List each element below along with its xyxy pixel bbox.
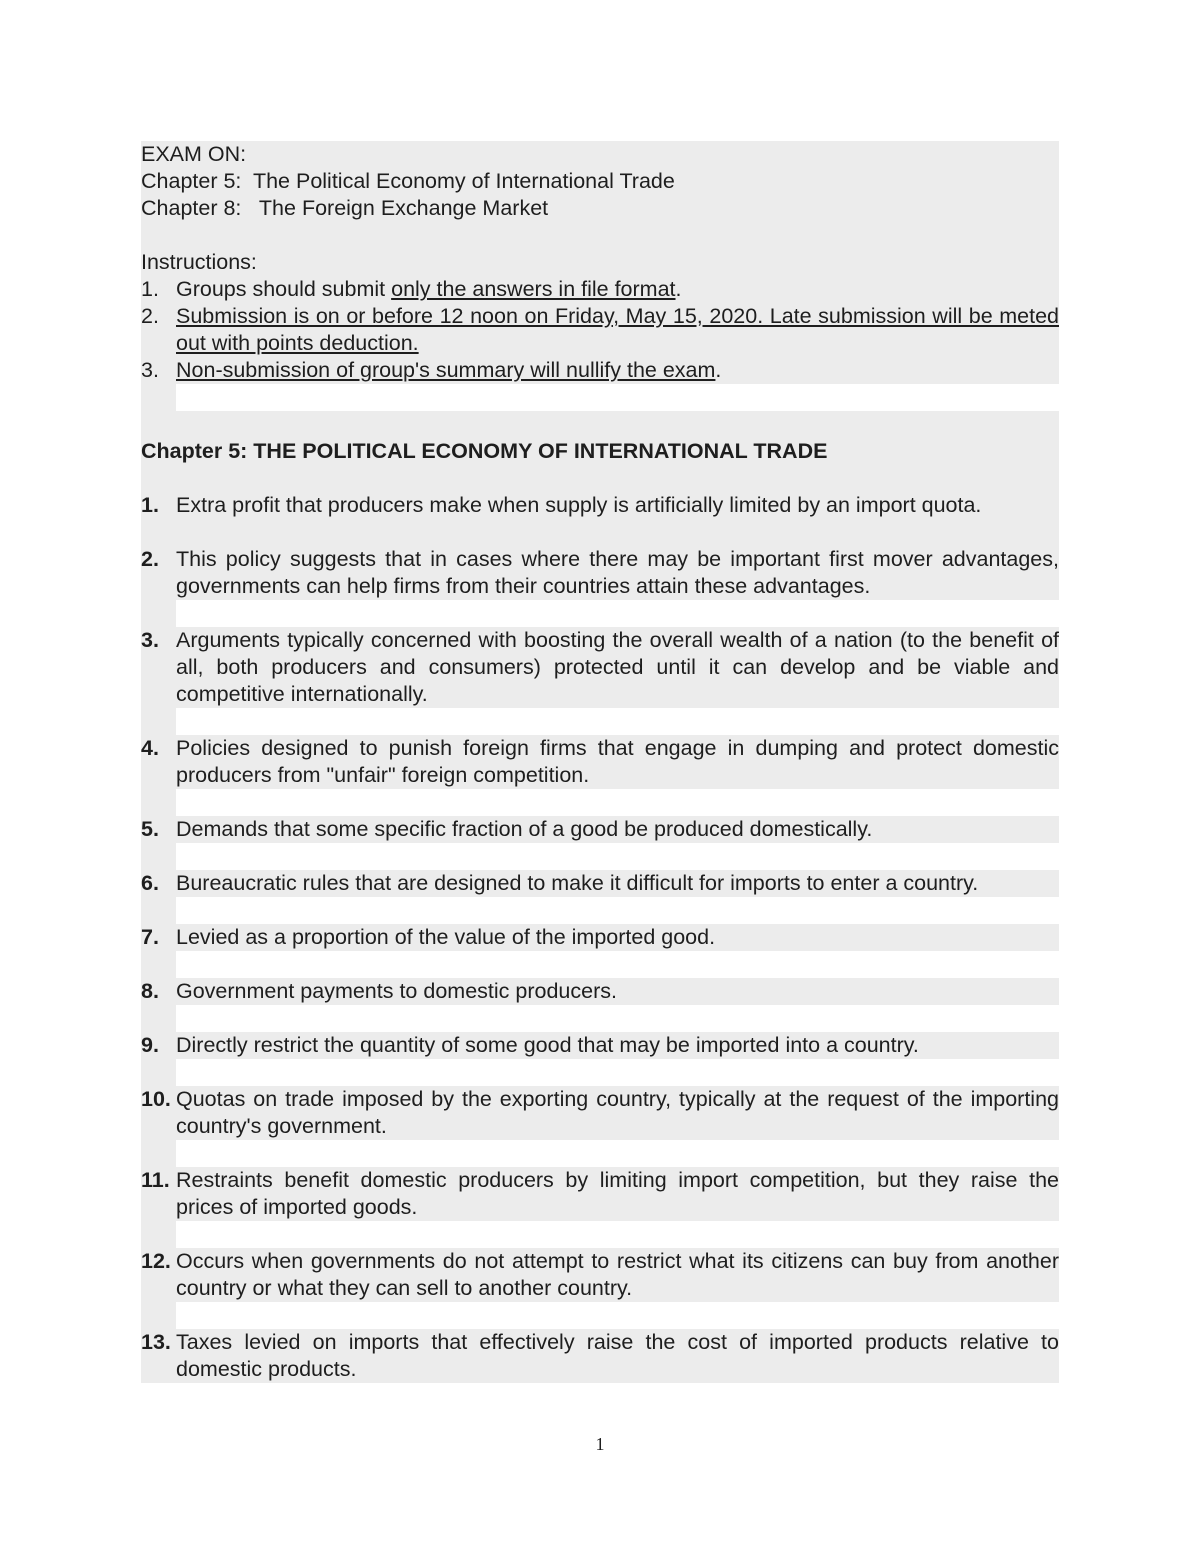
question-text: Occurs when governments do not attempt to restrict what its citizens can buy from another country or what they can sell to another country.: [176, 1249, 1059, 1300]
instruction-text-plain: Groups should submit: [176, 277, 392, 301]
question-text: Government payments to domestic producers.: [176, 979, 617, 1003]
chapter5-heading: Chapter 5: THE POLITICAL ECONOMY OF INTERNATIONAL TRADE: [141, 438, 1059, 465]
blank-line: [141, 222, 1059, 249]
question-number: 10.: [141, 1087, 171, 1111]
instruction-text: [176, 303, 1059, 357]
question-number: 1.: [141, 493, 159, 517]
question-item: [141, 1248, 1059, 1302]
question-text: Arguments typically concerned with boosting the overall wealth of a nation (to the benefit of all, both producers and consumers) protected until it can develop and be viable and competitive internationally.: [176, 628, 1059, 706]
question-item: [141, 978, 1059, 1005]
blank-line: [141, 411, 1059, 438]
question-number: 4.: [141, 736, 159, 760]
blank-line: [141, 897, 1059, 924]
question-number: 8.: [141, 979, 159, 1003]
question-text: Taxes levied on imports that effectively raise the cost of imported products relative to domestic products.: [176, 1330, 1059, 1381]
instruction-item: [141, 276, 1059, 303]
blank-line: [141, 1221, 1059, 1248]
instruction-number: 3.: [141, 358, 159, 382]
question-text: This policy suggests that in cases where there may be important first mover advantages, governments can help firms from their countries attain these advantages.: [176, 547, 1059, 598]
question-item: [141, 546, 1059, 600]
blank-line: [141, 789, 1059, 816]
blank-line: [141, 519, 1059, 546]
question-item: [141, 492, 1059, 519]
blank-line: [141, 465, 1059, 492]
blank-line: [141, 384, 1059, 411]
question-number: 2.: [141, 547, 159, 571]
question-text: Restraints benefit domestic producers by limiting import competition, but they raise the prices of imported goods.: [176, 1168, 1059, 1219]
question-number: 11.: [141, 1168, 170, 1192]
blank-line: [141, 1302, 1059, 1329]
instruction-item: [141, 357, 1059, 384]
blank-line: [141, 843, 1059, 870]
blank-line: [141, 708, 1059, 735]
instruction-text-end: .: [715, 358, 722, 382]
instruction-text-underlined: Non-submission of group's summary will nullify the exam: [176, 358, 716, 382]
question-item: [141, 1086, 1059, 1140]
question-number: 12.: [141, 1249, 171, 1273]
instruction-text: [176, 276, 1059, 303]
question-item: [141, 924, 1059, 951]
exam-on-label: EXAM ON:: [141, 141, 1059, 168]
blank-line: [141, 1059, 1059, 1086]
question-item: [141, 1167, 1059, 1221]
instruction-text-underlined: only the answers in file format: [391, 277, 676, 301]
question-item: [141, 627, 1059, 708]
question-item: [141, 870, 1059, 897]
blank-line: [141, 951, 1059, 978]
page-number: 1: [595, 1434, 605, 1454]
question-number: 6.: [141, 871, 159, 895]
question-text: Policies designed to punish foreign firms that engage in dumping and protect domestic producers from "unfair" foreign competition.: [176, 736, 1059, 787]
question-item: [141, 735, 1059, 789]
exam-chapter8-line: Chapter 8: The Foreign Exchange Market: [141, 195, 1059, 222]
blank-line: [141, 1005, 1059, 1032]
document-body: [141, 141, 1059, 1383]
question-number: 5.: [141, 817, 159, 841]
question-text: Demands that some specific fraction of a good be produced domestically.: [176, 817, 873, 841]
question-number: 7.: [141, 925, 159, 949]
blank-line: [141, 600, 1059, 627]
question-item: [141, 1032, 1059, 1059]
instruction-item: [141, 303, 1059, 357]
instruction-text: [176, 357, 1059, 384]
blank-line: [141, 1140, 1059, 1167]
question-number: 9.: [141, 1033, 159, 1057]
instructions-label: Instructions:: [141, 249, 1059, 276]
question-text: Extra profit that producers make when supply is artificially limited by an import quota.: [176, 493, 982, 517]
question-text: Quotas on trade imposed by the exporting country, typically at the request of the importing country's government.: [176, 1087, 1059, 1138]
question-text: Levied as a proportion of the value of the imported good.: [176, 925, 716, 949]
instruction-number: 2.: [141, 304, 159, 328]
question-number: 3.: [141, 628, 159, 652]
instruction-text-underlined: Submission is on or before 12 noon on Friday, May 15, 2020. Late submission will be meted out with points deduction.: [176, 304, 1059, 355]
question-number: 13.: [141, 1330, 171, 1354]
question-text: Bureaucratic rules that are designed to make it difficult for imports to enter a country.: [176, 871, 979, 895]
exam-chapter5-line: Chapter 5: The Political Economy of International Trade: [141, 168, 1059, 195]
question-item: [141, 1329, 1059, 1383]
question-item: [141, 816, 1059, 843]
instruction-text-end: .: [675, 277, 682, 301]
question-text: Directly restrict the quantity of some good that may be imported into a country.: [176, 1033, 919, 1057]
instruction-number: 1.: [141, 277, 159, 301]
